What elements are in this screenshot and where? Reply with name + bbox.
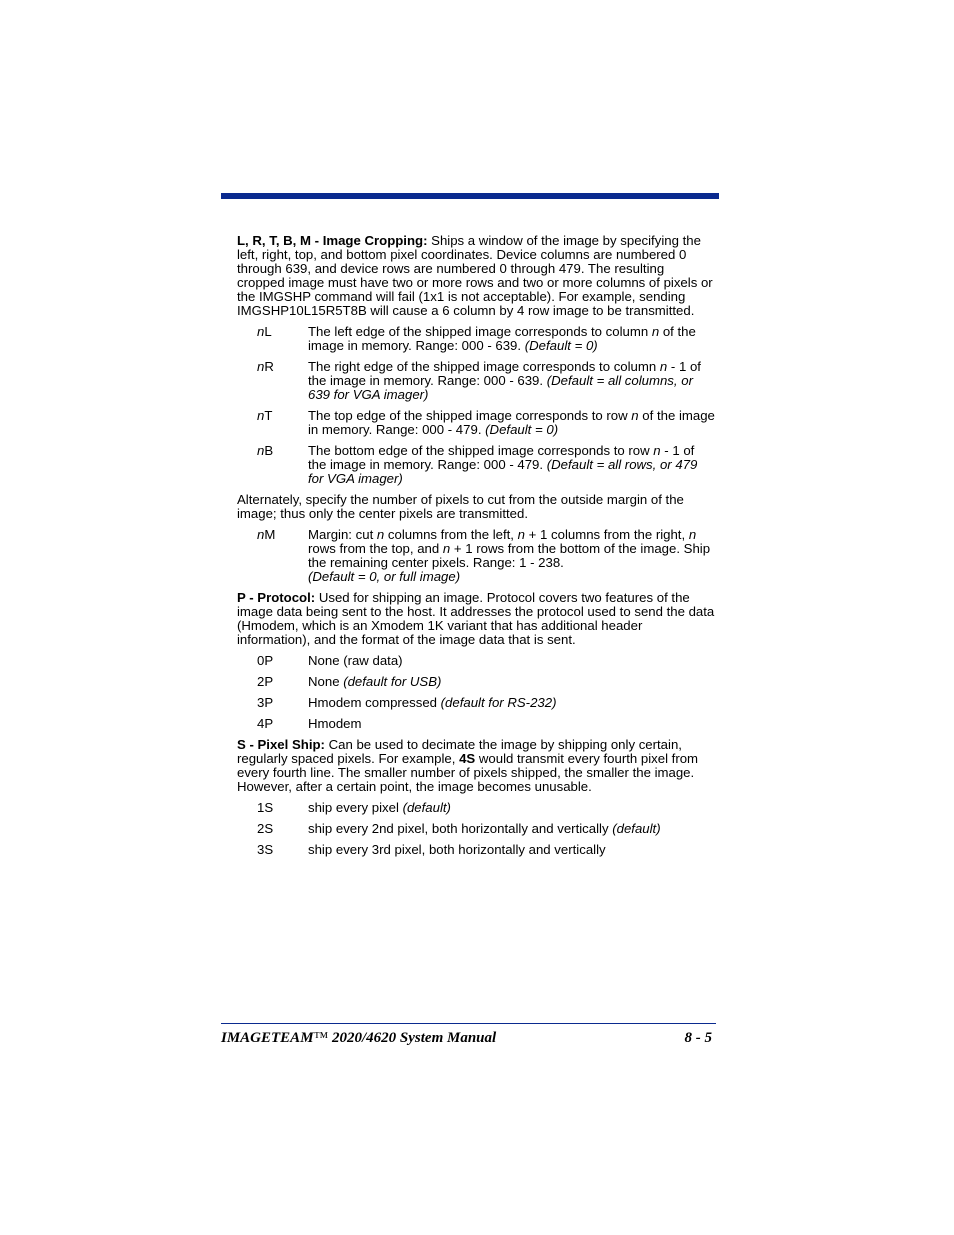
param-key: 4P — [257, 716, 274, 731]
param-key: nM — [257, 527, 276, 542]
crop-body: Ships a window of the image by specifying the left, right, top, and bottom pixel coordinates. Device columns are numbered 0 through 639, and device rows are numbered 0 through 479. The resulting cropped image must have two or more rows and two or more columns of pixels or the IMGSHP command will fail (1x1 is not acceptable). For example, sending IMGSHP10L15R5T8B will cause a 6 column by 4 row image to be transmitted. — [237, 233, 713, 318]
param-key: nT — [257, 408, 273, 423]
header-rule — [221, 193, 719, 199]
page-content — [237, 234, 715, 864]
footer-rule — [221, 1023, 716, 1024]
page-number: 8 - 5 — [684, 1030, 712, 1046]
protocol-item: 0P None (raw data) — [257, 653, 403, 668]
manual-title: IMAGETEAM™ 2020/4620 System Manual — [221, 1030, 497, 1046]
pixel-ship-paragraph: S - Pixel Ship: Can be used to decimate the image by shipping only certain, regularly spaced pixels. For example, 4S would transmit every fourth pixel from every fourth line. The smaller number of pixels shipped, the smaller the image. However, after a certain point, the image becomes unusable. — [237, 737, 699, 794]
param-key: 3P — [257, 695, 274, 710]
crop-item-right: nR The right edge of the shipped image corresponds to column n - 1 of the image in memory. Range: 000 - 639. (Default = all columns, or 639 for VGA imager) — [257, 359, 701, 402]
protocol-heading: P - Protocol: — [237, 590, 316, 605]
protocol-item: 4P Hmodem — [257, 716, 362, 731]
param-key: 0P — [257, 653, 274, 668]
param-key: nB — [257, 443, 274, 458]
page-footer — [221, 1030, 712, 1047]
param-key: 3S — [257, 842, 274, 857]
pixel-ship-item: 1S ship every pixel (default) — [257, 800, 451, 815]
protocol-paragraph: P - Protocol: Used for shipping an image. Protocol covers two features of the image data being sent to the host. It addresses the protocol used to send the data (Hmodem, which is an Xmodem 1K variant that has additional header information), and the format of the image data that is sent. — [237, 590, 715, 647]
crop-item-bottom: nB The bottom edge of the shipped image corresponds to row n - 1 of the image in memory. Range: 000 - 479. (Default = all rows, or 479 for VGA imager) — [257, 443, 698, 486]
param-key: nR — [257, 359, 274, 374]
protocol-item: 3P Hmodem compressed (default for RS-232) — [257, 695, 557, 710]
alternate-paragraph: Alternately, specify the number of pixels to cut from the outside margin of the image; thus only the center pixels are transmitted. — [237, 492, 684, 521]
crop-item-margin: nM Margin: cut n columns from the left, n + 1 columns from the right, n rows from the top, and n + 1 rows from the bottom of the image. Ship the remaining center pixels. Range: 1 - 238. (Default = 0, or full image) — [257, 527, 711, 584]
crop-item-top: nT The top edge of the shipped image corresponds to row n of the image in memory. Range: 000 - 479. (Default = 0) — [257, 408, 715, 437]
param-key: 2P — [257, 674, 274, 689]
param-key: 2S — [257, 821, 274, 836]
param-key: 1S — [257, 800, 274, 815]
param-key: nL — [257, 324, 272, 339]
pixel-ship-heading: S - Pixel Ship: — [237, 737, 325, 752]
crop-item-left: nL The left edge of the shipped image corresponds to column n of the image in memory. Range: 000 - 639. (Default = 0) — [257, 324, 696, 353]
crop-paragraph — [237, 234, 715, 318]
protocol-item: 2P None (default for USB) — [257, 674, 442, 689]
pixel-ship-item: 2S ship every 2nd pixel, both horizontally and vertically (default) — [257, 821, 661, 836]
pixel-ship-item: 3S ship every 3rd pixel, both horizontally and vertically — [257, 842, 606, 857]
crop-heading: L, R, T, B, M - Image Cropping: — [237, 233, 428, 248]
